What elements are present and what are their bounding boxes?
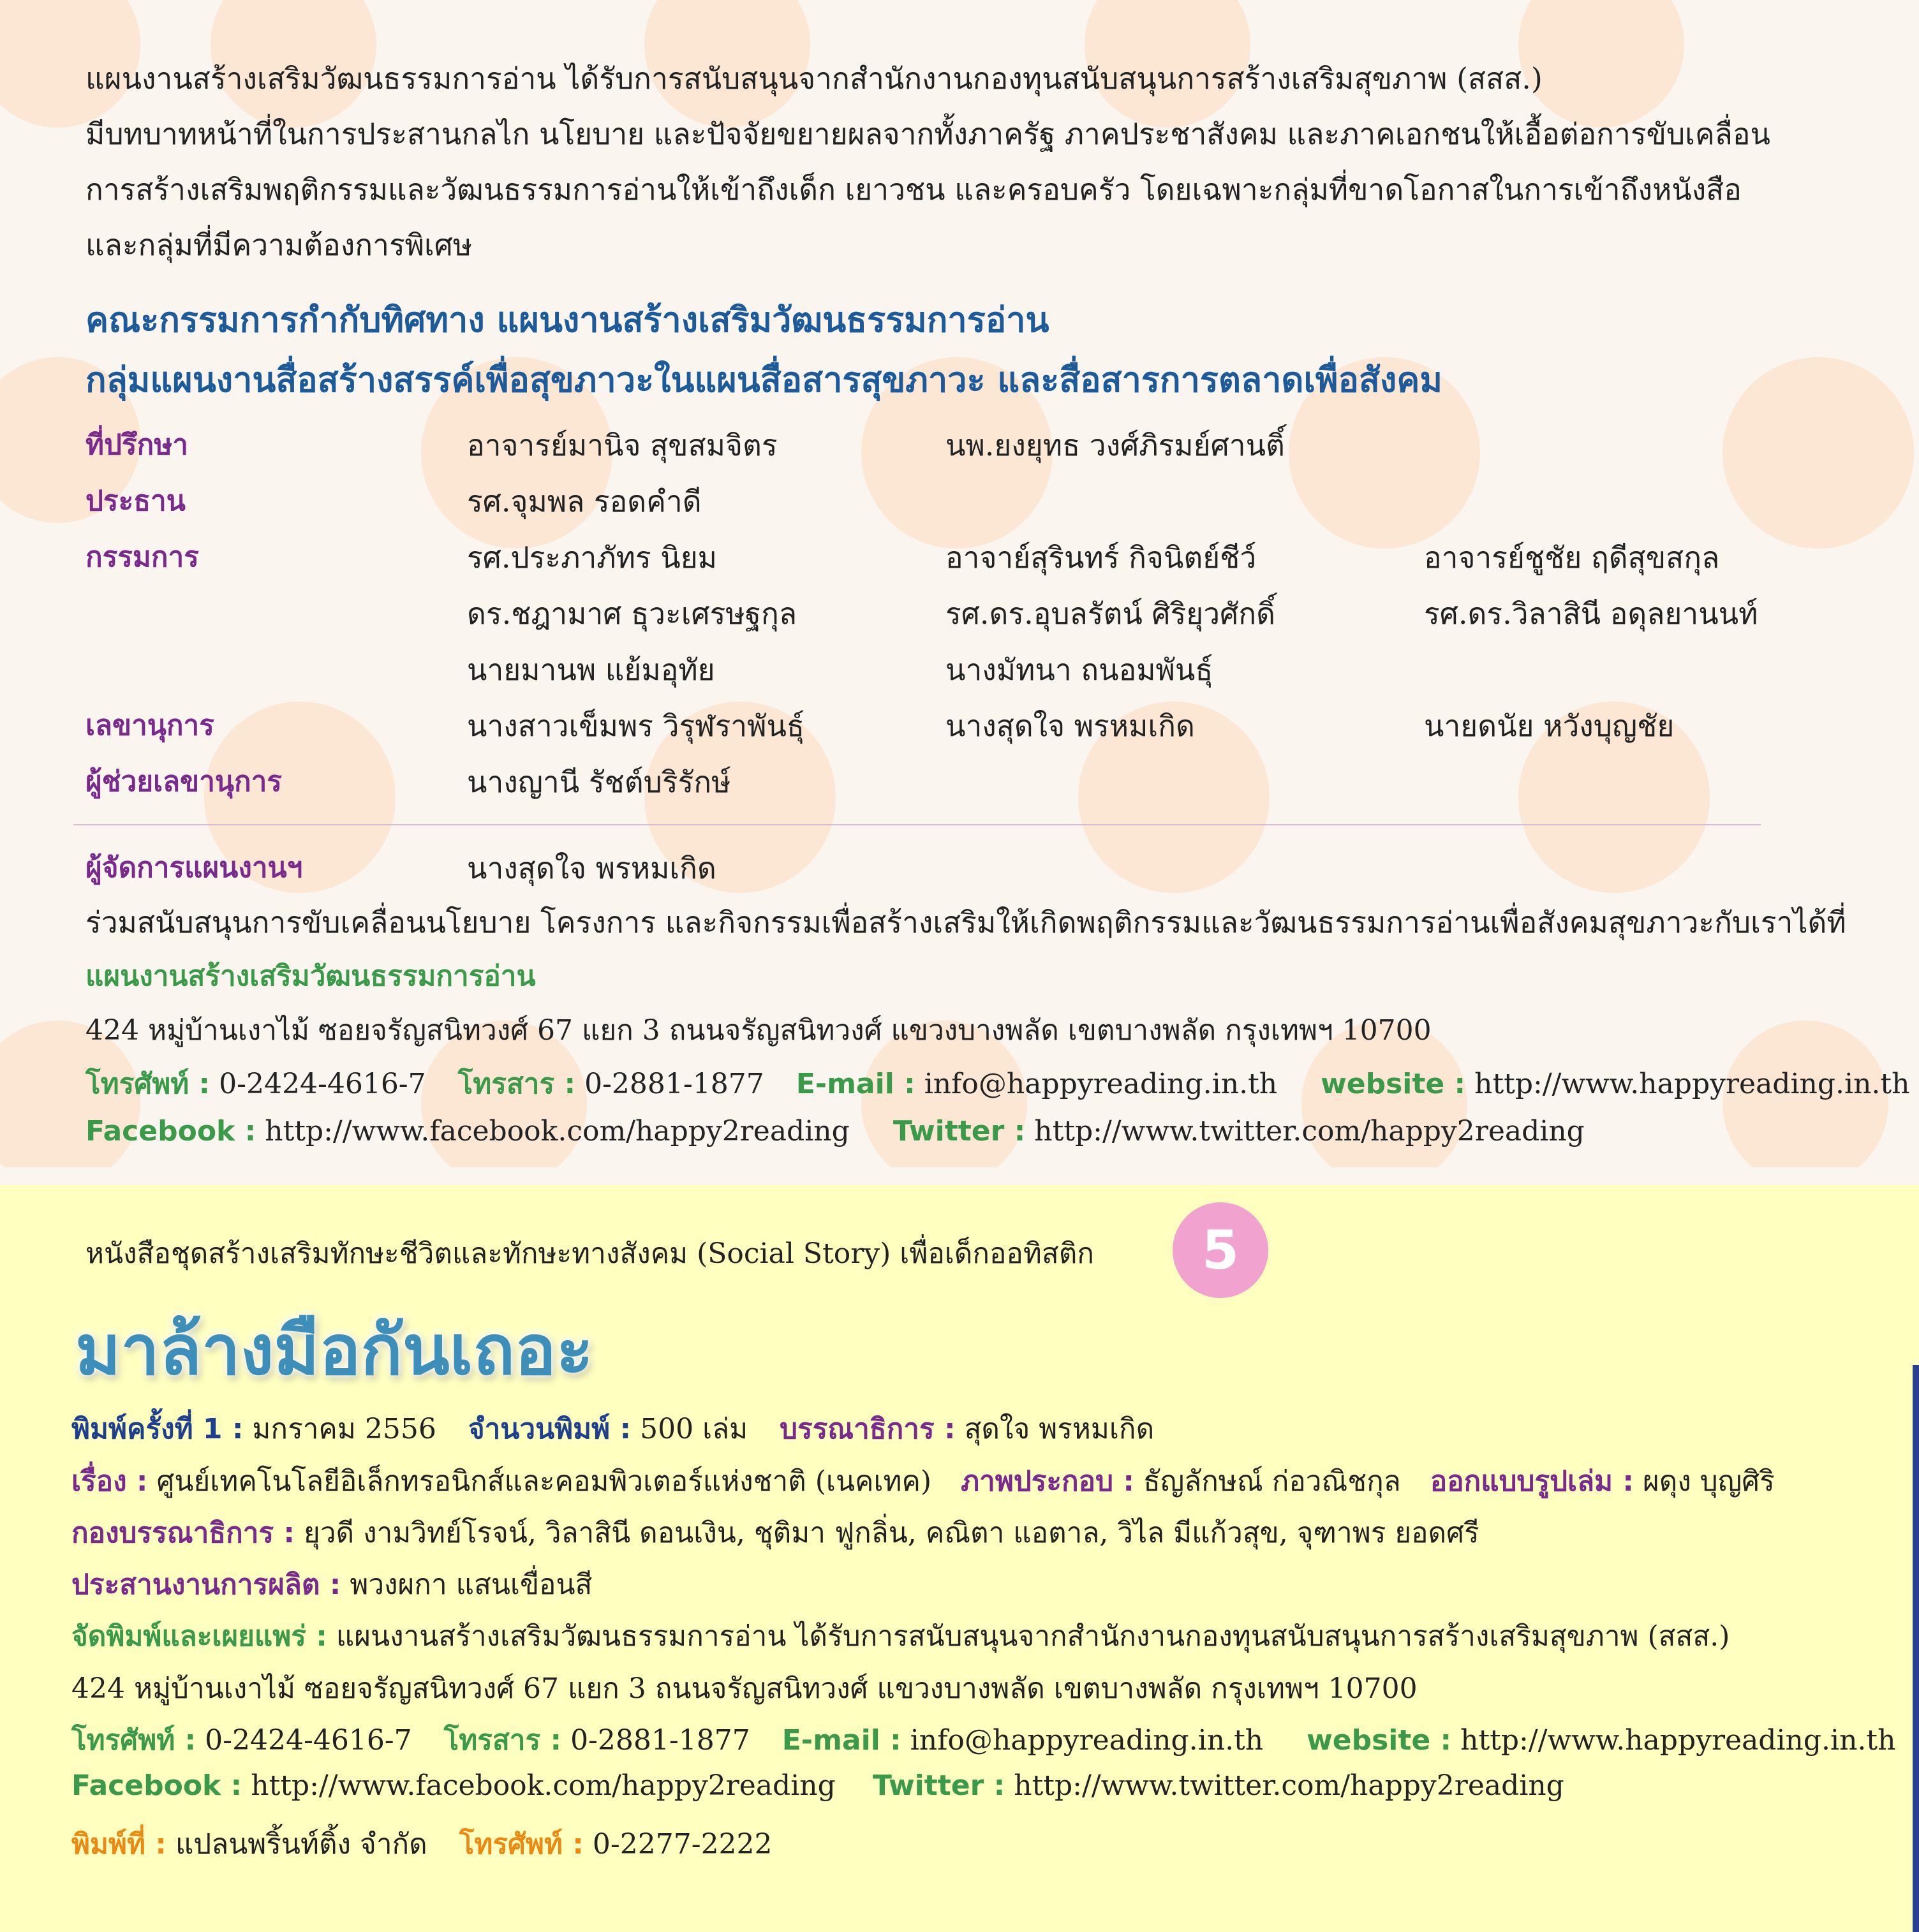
printer-label: พิมพ์ที่ : (71, 1828, 167, 1861)
printer-line (71, 1822, 773, 1866)
member-name: นางมัทนา ถนอมพันธุ์ (945, 653, 1213, 687)
coord-line (71, 1562, 592, 1607)
member-name: รศ.ดร.วิลาสินี อดุลยานนท์ (1424, 596, 1758, 631)
contact-line (85, 1061, 1909, 1106)
email-link[interactable]: info@happyreading.in.th (910, 1724, 1264, 1757)
book-social-line (71, 1769, 1564, 1802)
decor-circle (1723, 357, 1914, 549)
facebook-label: Facebook : (85, 1115, 256, 1147)
advisor-name: อาจารย์มานิจ สุขสมจิตร (467, 428, 778, 462)
printer-tel-value: 0-2277-2222 (592, 1828, 773, 1861)
design-label: ออกแบบรูปเล่ม : (1430, 1465, 1634, 1498)
social-line (85, 1115, 1585, 1147)
website-link[interactable]: http://www.happyreading.in.th (1474, 1068, 1910, 1100)
tel-label: โทรศัพท์ : (85, 1068, 211, 1100)
committee-heading: คณะกรรมการกำกับทิศทาง แผนงานสร้างเสริมวัฒนธรรมการอ่าน (85, 300, 1049, 340)
board-value: ยุวดี งามวิทย์โรจน์, วิลาสินี ดอนเงิน, ชุติมา ฟูกลิ่น, คณิตา แอตาล, วิไล มีแก้วสุข, จุฑาพร ยอดศรี (304, 1517, 1479, 1549)
website-label: website : (1307, 1724, 1452, 1757)
twitter-link[interactable]: http://www.twitter.com/happy2reading (1034, 1115, 1585, 1147)
book-address: 424 หมู่บ้านเงาไม้ ซอยจรัญสนิทวงศ์ 67 แยก 3 ถนนจรัญสนิทวงศ์ แขวงบางพลัด เขตบางพลัด กรุงเทพฯ 10700 (71, 1672, 1418, 1705)
member-name: นายมานพ แย้มอุทัย (467, 653, 715, 687)
divider (73, 824, 1761, 825)
book-number-badge: 5 (1173, 1202, 1268, 1298)
story-label: เรื่อง : (71, 1465, 148, 1498)
org-name: แผนงานสร้างเสริมวัฒนธรรมการอ่าน (85, 960, 536, 992)
member-name: อาจารย์ชูชัย ฤดีสุขสกุล (1424, 540, 1720, 575)
member-name: อาจาย์สุรินทร์ กิจนิตย์ชีว์ (945, 540, 1257, 575)
member-name: รศ.ประภาภัทร นิยม (467, 540, 717, 575)
credits-line (71, 1459, 1775, 1503)
email-link[interactable]: info@happyreading.in.th (924, 1068, 1278, 1100)
website-label: website : (1321, 1068, 1466, 1100)
twitter-label: Twitter : (893, 1115, 1026, 1147)
assistant-name: นางญานี รัชต์บริรักษ์ (467, 765, 731, 799)
address: 424 หมู่บ้านเงาไม้ ซอยจรัญสนิทวงศ์ 67 แยก 3 ถนนจรัญสนิทวงศ์ แขวงบางพลัด เขตบางพลัด กรุงเทพฯ 10700 (85, 1014, 1432, 1047)
board-label: กองบรรณาธิการ : (71, 1517, 295, 1549)
printer-tel-label: โทรศัพท์ : (459, 1828, 584, 1861)
copies-label: จำนวนพิมพ์ : (468, 1413, 632, 1445)
member-name: รศ.ดร.อุบลรัตน์ ศิริยุวศักดิ์ (945, 596, 1276, 631)
intro-line: แผนงานสร้างเสริมวัฒนธรรมการอ่าน ได้รับการสนับสนุนจากสำนักงานกองทุนสนับสนุนการสร้างเสริมสุขภาพ (สสส.) (85, 61, 1543, 96)
secretary-name: นางสาวเข็มพร วิรุฬราพันธุ์ (467, 709, 804, 743)
illustration-label: ภาพประกอบ : (961, 1465, 1134, 1498)
manager-label: ผู้จัดการแผนงานฯ (85, 852, 303, 884)
edge-bar (1913, 1365, 1919, 1932)
intro-paragraph (85, 51, 1846, 273)
advisor-label: ที่ปรึกษา (85, 429, 188, 461)
coord-label: ประสานงานการผลิต : (71, 1568, 341, 1601)
tel-value: 0-2424-4616-7 (205, 1724, 412, 1757)
copies-value: 500 เล่ม (640, 1413, 748, 1445)
twitter-link[interactable]: http://www.twitter.com/happy2reading (1014, 1769, 1564, 1802)
edition-value: มกราคม 2556 (252, 1413, 436, 1445)
fax-label: โทรสาร : (443, 1724, 562, 1757)
chair-label: ประธาน (85, 485, 186, 517)
website-link[interactable]: http://www.happyreading.in.th (1460, 1724, 1896, 1757)
intro-line: และกลุ่มที่มีความต้องการพิเศษ (85, 228, 473, 262)
members-label: กรรมการ (85, 541, 199, 573)
fax-label: โทรสาร : (457, 1068, 576, 1100)
chair-name: รศ.จุมพล รอดคำดี (467, 484, 702, 519)
facebook-label: Facebook : (71, 1769, 242, 1802)
story-value: ศูนย์เทคโนโลยีอิเล็กทรอนิกส์และคอมพิวเตอร์แห่งชาติ (เนคเทค) (156, 1465, 932, 1498)
publisher-label: จัดพิมพ์และเผยแพร่ : (71, 1620, 327, 1653)
secretary-name: นางสุดใจ พรหมเกิด (945, 709, 1195, 743)
illustration-value: ธัญลักษณ์ ก่อวณิชกุล (1143, 1465, 1401, 1498)
coord-value: พวงผกา แสนเขื่อนสี (350, 1568, 593, 1601)
email-label: E-mail : (796, 1068, 915, 1100)
printer-value: แปลนพริ้นท์ติ้ง จำกัด (175, 1828, 427, 1861)
fax-value: 0-2881-1877 (570, 1724, 750, 1757)
facebook-link[interactable]: http://www.facebook.com/happy2reading (265, 1115, 850, 1147)
advisor-name: นพ.ยงยุทธ วงศ์ภิรมย์ศานติ์ (945, 428, 1285, 462)
intro-line: การสร้างเสริมพฤติกรรมและวัฒนธรรมการอ่านให้เข้าถึงเด็ก เยาวชน และครอบครัว โดยเฉพาะกลุ่มที่ขาดโอกาสในการเข้าถึงหนังสือ (85, 172, 1742, 207)
assistant-label: ผู้ช่วยเลขานุการ (85, 765, 282, 798)
fax-value: 0-2881-1877 (584, 1068, 764, 1100)
book-title: มาล้างมือกันเถอะ (75, 1311, 593, 1390)
book-contact-line (71, 1718, 1895, 1762)
manager-name: นางสุดใจ พรหมเกิด (467, 851, 716, 885)
facebook-link[interactable]: http://www.facebook.com/happy2reading (251, 1769, 836, 1802)
editor-value: สุดใจ พรหมเกิด (964, 1413, 1155, 1445)
publisher-value: แผนงานสร้างเสริมวัฒนธรรมการอ่าน ได้รับการสนับสนุนจากสำนักงานกองทุนสนับสนุนการสร้างเสริมสุขภาพ (สสส.) (336, 1620, 1730, 1653)
committee-subheading: กลุ่มแผนงานสื่อสร้างสรรค์เพื่อสุขภาวะในแผนสื่อสารสุขภาวะ และสื่อสารการตลาดเพื่อสังคม (85, 360, 1442, 400)
design-value: ผดุง บุญศิริ (1642, 1465, 1775, 1498)
secretary-name: นายดนัย หวังบุญชัย (1424, 709, 1675, 743)
edition-label: พิมพ์ครั้งที่ 1 : (71, 1413, 244, 1445)
intro-line: มีบทบาทหน้าที่ในการประสานกลไก นโยบาย และปัจจัยขยายผลจากทั้งภาครัฐ ภาคประชาสังคม และภาคเอกชนให้เอื้อต่อการขับเคลื่อน (85, 117, 1770, 151)
editor-label: บรรณาธิการ : (780, 1413, 956, 1445)
email-label: E-mail : (782, 1724, 901, 1757)
series-title: หนังสือชุดสร้างเสริมทักษะชีวิตและทักษะทางสังคม (Social Story) เพื่อเด็กออทิสติก (85, 1237, 1094, 1270)
secretary-label: เลขานุการ (85, 709, 214, 742)
tel-label: โทรศัพท์ : (71, 1724, 196, 1757)
edition-line (71, 1406, 1154, 1451)
publisher-line (71, 1614, 1730, 1658)
board-line (71, 1510, 1479, 1555)
member-name: ดร.ชฎามาศ ธุวะเศรษฐกุล (467, 596, 797, 631)
tel-value: 0-2424-4616-7 (219, 1068, 426, 1100)
support-text: ร่วมสนับสนุนการขับเคลื่อนนโยบาย โครงการ และกิจกรรมเพื่อสร้างเสริมให้เกิดพฤติกรรมและวัฒนธรรมการอ่านเพื่อสังคมสุขภาวะกับเราได้ที่ (85, 905, 1846, 940)
twitter-label: Twitter : (872, 1769, 1005, 1802)
